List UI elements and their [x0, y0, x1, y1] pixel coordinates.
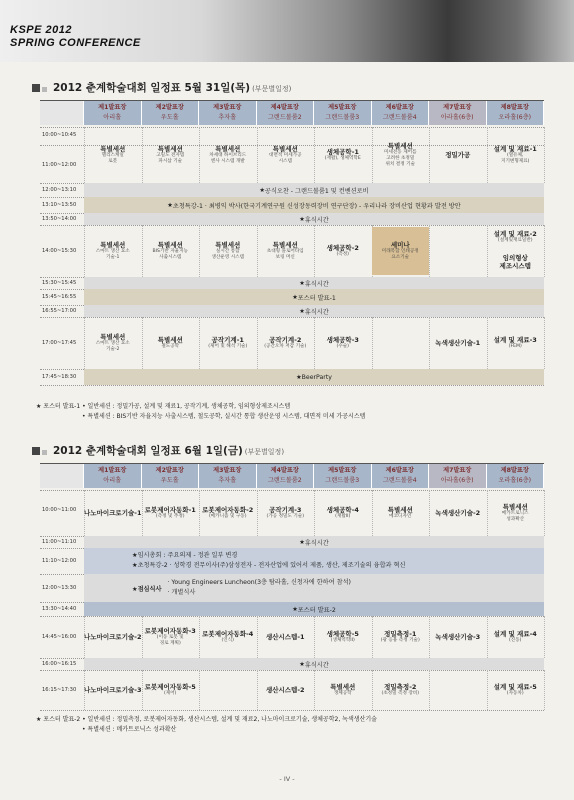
header-room-6	[372, 464, 430, 488]
break-band	[84, 305, 544, 317]
column-divider	[544, 490, 545, 536]
poster-band	[84, 289, 544, 305]
row-divider	[40, 385, 544, 386]
time-slot: 10:00~11:00	[42, 507, 77, 513]
lunch-option: · Young Engineers Luncheon(3층 탐라홀, 신청자에 한하여 참석)	[167, 579, 351, 586]
band-text: 휴식시간	[304, 280, 329, 288]
session-title: 공작기계-3	[269, 506, 302, 514]
room-name: 그랜드볼룸4	[382, 477, 417, 484]
break-band	[84, 213, 544, 225]
time-slot: 16:00~16:15	[42, 661, 77, 667]
session-title: 정밀가공	[445, 151, 471, 159]
time-slot: 13:10~13:50	[42, 202, 77, 208]
row-divider	[40, 616, 544, 617]
row-divider	[40, 670, 544, 671]
row-divider	[40, 317, 544, 318]
break-band	[84, 277, 544, 289]
session-topic: 메코디자인	[389, 514, 412, 519]
time-slot: 11:00~12:00	[42, 162, 77, 168]
session-title: 특별세션	[387, 506, 413, 514]
header-room-2	[142, 464, 200, 488]
session-title: 특별세션	[215, 241, 241, 249]
star-icon: ★	[132, 585, 138, 593]
room-number: 제4발표장	[270, 467, 299, 474]
session-cell	[429, 319, 487, 367]
column-divider	[544, 225, 545, 277]
general-meeting-band	[84, 548, 544, 574]
session-title: 특별세션	[502, 503, 528, 511]
room-name: 그랜드볼룸4	[382, 114, 417, 121]
day2-title: 2012 춘계학술대회 일정표 6월 1일(금) (부문별일정)	[32, 443, 284, 458]
square-bullet-icon	[32, 84, 40, 92]
room-name: 그랜드볼룸2	[267, 477, 302, 484]
room-number: 제4발표장	[270, 104, 299, 111]
day1-title: 2012 춘계학술대회 일정표 5월 31일(목) (부문별일정)	[32, 80, 291, 95]
lunch-band	[84, 183, 544, 197]
session-cell	[142, 319, 200, 367]
star-icon: ★	[132, 562, 138, 569]
session-title: 나노마이크로기술-2	[84, 633, 142, 641]
session-title: 생체공학-5	[326, 630, 359, 638]
room-number: 제8발표장	[500, 104, 529, 111]
room-number: 제3발표장	[213, 104, 242, 111]
lunch-content	[132, 578, 351, 598]
session-cell	[372, 672, 430, 708]
room-number: 제3발표장	[213, 467, 242, 474]
session-cell	[142, 492, 200, 534]
star-icon: ★	[299, 538, 305, 546]
session-topic: (설계및재료일반)	[497, 238, 533, 243]
session-title: 생체공학-1	[326, 148, 359, 156]
room-name: 오라홀(6층)	[498, 114, 532, 121]
session-topic: (제어 및 해석 기술)	[208, 344, 248, 349]
star-icon: ★	[132, 552, 138, 559]
session-title: 설계 및 재료-1	[493, 145, 537, 153]
room-number: 제6발표장	[385, 467, 414, 474]
room-number: 제7발표장	[443, 104, 472, 111]
session-cell	[429, 672, 487, 708]
header-room-5	[314, 101, 372, 125]
session-topic: 대면적 미세가공 시스템	[268, 153, 302, 164]
room-name: 추자홀	[218, 114, 237, 121]
room-number: 제8발표장	[500, 467, 529, 474]
day1-schedule-table	[40, 100, 544, 400]
band-text: 휴식시간	[304, 308, 329, 316]
session-cell	[199, 492, 257, 534]
session-title: 정밀측정-2	[384, 683, 417, 691]
session-cell	[84, 618, 142, 656]
lunch-label: 점심식사	[137, 585, 162, 593]
session-cell	[257, 129, 315, 181]
break-band	[84, 658, 544, 670]
session-cell	[372, 618, 430, 656]
session-title: 세미나	[390, 241, 410, 249]
time-slot: 16:15~17:30	[42, 687, 77, 693]
star-icon: ★	[299, 279, 305, 287]
session-title: 특별세션	[100, 241, 126, 249]
square-bullet-icon	[32, 447, 40, 455]
session-topic: (제어)	[164, 691, 177, 696]
session-cell	[487, 618, 545, 656]
column-divider	[429, 225, 430, 277]
band-text: 포스터 발표-1	[297, 294, 336, 302]
header-corner	[40, 101, 84, 125]
session-title: 설계 및 재료-5	[493, 683, 537, 691]
session-cell	[487, 249, 545, 275]
room-name: 추자홀	[218, 477, 237, 484]
session-topic: (FEM)	[508, 344, 522, 349]
session-title: 임의형상 제조시스템	[499, 254, 531, 270]
session-topic: 메카트로닉스 성과확산	[501, 511, 529, 522]
session-title: 설계 및 재료-4	[493, 630, 537, 638]
header-room-5	[314, 464, 372, 488]
session-topic: (자동차)	[506, 691, 524, 696]
session-cell	[487, 319, 545, 367]
session-topic: (열유체, 지기변형제료)	[501, 153, 530, 164]
session-title: 설계 및 재료-3	[493, 336, 537, 344]
session-cell	[372, 319, 430, 367]
band-text	[132, 551, 237, 561]
session-topic: (재활II)	[335, 514, 351, 519]
band-text: 휴식시간	[304, 216, 329, 224]
session-cell	[84, 319, 142, 367]
time-slot: 10:00~10:45	[42, 132, 77, 138]
session-title: 로봇제어자동화-5	[144, 683, 196, 691]
session-topic: 차세대 하이브리드 엔사 시스템 개발	[209, 153, 247, 164]
session-title: 공작기계-2	[269, 336, 302, 344]
session-cell	[84, 492, 142, 534]
room-number: 제6발표장	[385, 104, 414, 111]
time-slot: 13:30~14:40	[42, 606, 77, 612]
star-icon: ★	[259, 186, 265, 194]
lunch-band	[84, 574, 544, 602]
session-title: 생체공학-2	[326, 244, 359, 252]
session-cell	[487, 129, 545, 181]
session-topic: (메카니즘 및 구동)	[208, 514, 247, 519]
header-room-8	[487, 464, 545, 488]
session-title: 나노마이크로기술-1	[84, 509, 142, 517]
session-title: 생산시스템-1	[265, 633, 305, 641]
star-icon: ★	[292, 293, 298, 301]
star-icon: ★	[299, 215, 305, 223]
session-title: 로봇제어자동화-2	[202, 506, 254, 514]
session-topic: (가공 정밀도 기술)	[266, 514, 305, 519]
band-text: BeerParty	[301, 373, 332, 381]
session-cell	[199, 319, 257, 367]
column-divider	[544, 616, 545, 658]
time-slot: 11:10~12:00	[42, 558, 77, 564]
session-title: 특별세션	[272, 145, 298, 153]
session-cell	[142, 672, 200, 708]
lunch-options	[167, 578, 350, 598]
square-bullet-icon	[42, 450, 47, 455]
session-title: 정밀측정-1	[384, 630, 417, 638]
room-name: 우도홀	[160, 114, 179, 121]
session-title: 생체공학-4	[326, 506, 359, 514]
session-title: 로봇제어자동화-3	[144, 627, 196, 635]
time-slot: 13:50~14:00	[42, 216, 77, 222]
session-title: 특별세션	[272, 241, 298, 249]
header-room-1	[84, 101, 142, 125]
column-divider	[544, 317, 545, 369]
time-slot: 17:45~18:30	[42, 374, 77, 380]
session-cell	[429, 492, 487, 534]
room-name: 그랜드볼룸3	[325, 477, 360, 484]
header-room-7	[429, 101, 487, 125]
star-icon: ★	[299, 307, 305, 315]
room-name: 아리홀	[103, 114, 122, 121]
column-divider	[544, 670, 545, 710]
row-divider	[40, 490, 544, 491]
day2-schedule-table	[40, 463, 544, 711]
session-title: 공작기계-1	[211, 336, 244, 344]
header-banner	[0, 0, 574, 62]
band-text: 포스터 발표-2	[297, 606, 336, 614]
band-line: 초청특강-2 · 성학경 전무이사(주)삼성전자 - 전자산업에 있어서 제품, 생산, 제조기술의 융합과 혁신	[137, 562, 406, 569]
time-slot: 14:00~15:30	[42, 248, 77, 254]
session-title: 녹색생산기술-3	[435, 633, 481, 641]
header-room-6	[372, 101, 430, 125]
session-title: 녹색생산기술-1	[435, 339, 481, 347]
time-slot: 11:00~11:10	[42, 539, 77, 545]
conference-name: SPRING CONFERENCE	[10, 37, 141, 49]
star-icon: ★	[299, 660, 305, 668]
session-cell	[84, 129, 142, 181]
room-name: 우도홀	[160, 477, 179, 484]
star-icon: ★	[292, 605, 298, 613]
square-bullet-icon	[42, 87, 47, 92]
session-topic: (수술)	[336, 344, 349, 349]
band-text	[132, 561, 405, 571]
room-number: 제5발표장	[328, 104, 357, 111]
session-topic: (진동)	[509, 638, 522, 643]
room-name: 그랜드볼룸2	[267, 114, 302, 121]
lunch-option: · 개별식사	[167, 589, 196, 596]
session-cell	[429, 129, 487, 181]
session-cell	[142, 129, 200, 181]
session-title: 특별세션	[215, 145, 241, 153]
room-number: 제7발표장	[443, 467, 472, 474]
session-topic: (공간오차 저감 기술)	[264, 344, 307, 349]
session-topic: 헬리스케일 로봇	[101, 153, 124, 164]
session-topic: (재활), 생체역학E	[324, 156, 361, 161]
session-title: 생산시스템-2	[265, 686, 305, 694]
session-cell	[314, 227, 372, 275]
session-topic: 실시간 통합 생산운영 시스템	[211, 249, 245, 260]
header-room-2	[142, 101, 200, 125]
session-topic: (초정밀 측정 장비)	[381, 691, 420, 696]
band-text: 휴식시간	[304, 539, 329, 547]
day2-notes: ★ 포스터 발표-2 • 일반세션 : 정밀측정, 로봇제어자동화, 생산시스템, 설계 및 재료2, 나노마이크로기술, 생체공학2, 녹색생산기술 • 특별세션 : 메카트로닉스 성과확산	[36, 716, 377, 733]
session-topic: 생체공학	[333, 691, 352, 696]
star-icon: ★	[36, 403, 44, 410]
session-topic: (측정)	[336, 252, 349, 257]
session-cell	[429, 618, 487, 656]
session-topic: 스마트 생산 요소 기술-1	[95, 249, 130, 260]
session-title: 설계 및 재료-2	[493, 230, 537, 238]
room-number: 제2발표장	[155, 104, 184, 111]
row-divider	[40, 710, 544, 711]
time-slot: 12:00~13:10	[42, 187, 77, 193]
session-topic: 초대형 플로어타입 보링 머신	[266, 249, 304, 260]
room-number: 제5발표장	[328, 467, 357, 474]
header-room-4	[257, 101, 315, 125]
session-topic: (광 응용 측정 기술)	[380, 638, 420, 643]
break-band	[84, 536, 544, 548]
star-icon: ★	[296, 373, 302, 381]
session-cell	[314, 129, 372, 181]
session-title: 특별세션	[157, 145, 183, 153]
header-room-3	[199, 464, 257, 488]
lunch-title	[132, 584, 161, 593]
column-divider	[544, 127, 545, 183]
time-slot: 17:00~17:45	[42, 340, 77, 346]
session-topic: 철도공학	[161, 344, 180, 349]
room-name: 오라홀(6층)	[498, 477, 532, 484]
time-slot: 15:45~16:55	[42, 294, 77, 300]
band-line: 임시총회 : 주요의제 - 정관 일부 변경	[137, 552, 238, 559]
session-topic: (측정 및 추정)	[155, 514, 185, 519]
session-topic: 고밀도 전자빔 파시삽 기술	[156, 153, 185, 164]
session-topic: (생체역학II)	[330, 638, 355, 643]
session-cell	[314, 618, 372, 656]
session-cell	[84, 672, 142, 708]
room-number: 제1발표장	[98, 104, 127, 111]
time-slot: 14:45~16:00	[42, 634, 77, 640]
session-topic: 미래복합 인쇄공정 요소기술	[381, 249, 419, 260]
session-title: 특별세션	[387, 142, 413, 150]
session-cell	[314, 672, 372, 708]
header-room-4	[257, 464, 315, 488]
day1-notes: ★ 포스터 발표-1 • 일반세션 : 정밀가공, 설계 및 재료1, 공작기계, 생체공학, 임의형상제조시스템 • 특별세션 : BIS기반 자율지능 사출시스템, 철도공학, 실시간 통합 생산운영 시스템, 대면적 미세 가공시스템	[36, 403, 366, 420]
session-title: 특별세션	[157, 336, 183, 344]
row-divider	[40, 225, 544, 226]
room-name: 그랜드볼룸3	[325, 114, 360, 121]
session-cell	[199, 618, 257, 656]
session-cell	[487, 492, 545, 534]
band-text: 초청특강-1 · 최병익 박사(한국기계연구원 신성장동력장비 연구단장) - 우리나라 장비산업 현황과 발전 방안	[172, 202, 461, 210]
row-divider	[40, 127, 544, 128]
session-cell	[199, 129, 257, 181]
room-number: 제1발표장	[98, 467, 127, 474]
session-title: 특별세션	[100, 333, 126, 341]
session-cell	[257, 672, 315, 708]
keynote-band	[84, 197, 544, 213]
room-name: 아리홀	[103, 477, 122, 484]
session-cell	[372, 227, 430, 275]
header-room-7	[429, 464, 487, 488]
session-title: 특별세션	[157, 241, 183, 249]
session-topic: BIS기반 자율지능 사출시스템	[152, 249, 188, 260]
session-title: 특별세션	[100, 145, 126, 153]
header-corner	[40, 464, 84, 488]
header-room-3	[199, 101, 257, 125]
session-cell	[142, 227, 200, 275]
session-title: 특별세션	[330, 683, 356, 691]
room-name: 아라홀(6층)	[440, 477, 474, 484]
session-title: 나노마이크로기술-3	[84, 686, 142, 694]
time-slot: 12:00~13:30	[42, 585, 77, 591]
session-cell	[199, 227, 257, 275]
beer-party-band	[84, 369, 544, 385]
room-name: 아라홀(6층)	[440, 114, 474, 121]
session-topic: (인식)	[221, 638, 234, 643]
room-number: 제2발표장	[155, 467, 184, 474]
star-icon: ★	[167, 201, 173, 209]
header-room-1	[84, 464, 142, 488]
session-topic: 미세전동 제어를 고려한 초정밀 위치 결정 기술	[383, 150, 417, 167]
session-cell	[257, 492, 315, 534]
conference-year: KSPE 2012	[10, 24, 72, 36]
session-title: 로봇제어자동화-1	[144, 506, 196, 514]
session-cell	[142, 618, 200, 656]
session-topic: (이동 로봇 및 경로 계획)	[156, 635, 184, 646]
session-cell	[257, 618, 315, 656]
session-cell	[372, 129, 430, 181]
session-cell	[257, 227, 315, 275]
header-room-8	[487, 101, 545, 125]
session-title: 생체공학-3	[326, 336, 359, 344]
session-cell	[314, 319, 372, 367]
time-slot: 15:30~15:45	[42, 280, 77, 286]
poster-band	[84, 602, 544, 616]
session-cell	[199, 672, 257, 708]
session-cell	[84, 227, 142, 275]
session-title: 로봇제어자동화-4	[202, 630, 254, 638]
page-number: - IV -	[279, 775, 295, 783]
star-icon: ★	[36, 716, 44, 723]
session-topic: 스마트 생산 요소 기술-2	[95, 341, 130, 352]
session-title: 녹색생산기술-2	[435, 509, 481, 517]
session-cell	[257, 319, 315, 367]
session-cell	[487, 672, 545, 708]
band-text: 휴식시간	[304, 661, 329, 669]
session-cell	[314, 492, 372, 534]
band-text: 공식오찬 - 그랜드볼룸1 및 컨벤션로비	[264, 187, 369, 195]
time-slot: 16:55~17:00	[42, 308, 77, 314]
session-cell	[372, 492, 430, 534]
session-cell	[487, 227, 545, 247]
